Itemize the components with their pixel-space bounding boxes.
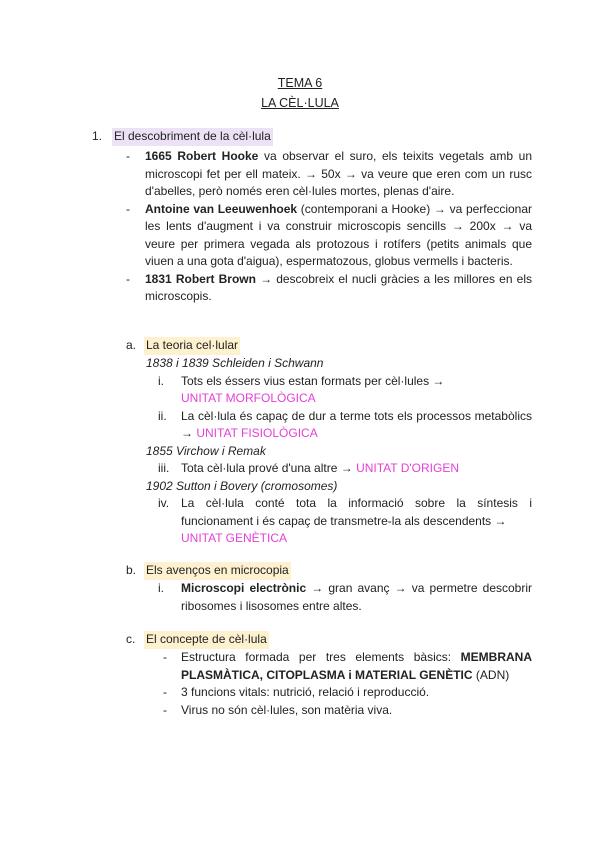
subsection-letter: a. bbox=[126, 338, 137, 352]
roman-item bbox=[92, 373, 532, 408]
item-text: → gran avanç → va permetre descobrir ribosomes i lisosomes entre altes. bbox=[181, 581, 533, 613]
dash-bullet: - bbox=[126, 201, 130, 216]
roman-numeral: i. bbox=[158, 581, 164, 595]
subsection-title: El concepte de cèl·lula bbox=[144, 631, 269, 649]
item-text: → descobreix el nucli gràcies a les millores en els microscopis. bbox=[145, 271, 532, 303]
subsection-c-heading bbox=[92, 631, 532, 649]
item-text: Estructura formada per tres elements bàsics: bbox=[181, 650, 461, 664]
bold-term: Microscopi electrònic bbox=[181, 581, 307, 595]
subsection-a-heading bbox=[92, 337, 532, 355]
list-item bbox=[92, 684, 532, 702]
subsection-title: La teoria cel·lular bbox=[144, 337, 240, 355]
item-text: 3 funcions vitals: nutrició, relació i reproducció. bbox=[181, 685, 430, 699]
roman-numeral: iv. bbox=[158, 496, 170, 510]
roman-item bbox=[92, 495, 532, 548]
roman-numeral: iii. bbox=[158, 461, 170, 475]
history-note: 1838 i 1839 Schleiden i Schwann bbox=[146, 356, 324, 370]
item-text: Tota cèl·lula prové d'una altre → bbox=[181, 461, 357, 475]
roman-item bbox=[92, 408, 532, 443]
subsection-a bbox=[92, 337, 532, 548]
highlight-term: UNITAT FISIOLÒGICA bbox=[196, 426, 318, 440]
list-item bbox=[92, 148, 532, 201]
roman-item bbox=[92, 580, 532, 615]
subsection-c bbox=[92, 631, 532, 719]
title-line-2: LA CÈL·LULA bbox=[261, 96, 339, 110]
dash-bullet: - bbox=[126, 271, 130, 286]
bold-term: MEMBRANA PLASMÀTICA, CITOPLASMA i MATERIAL GENÈTIC bbox=[181, 650, 532, 682]
list-item bbox=[92, 649, 532, 684]
subsection-letter: b. bbox=[126, 563, 137, 577]
list-item bbox=[92, 201, 532, 271]
roman-numeral: ii. bbox=[158, 408, 167, 423]
dash-bullet: - bbox=[163, 685, 167, 699]
item-text: va observar el suro, els teixits vegetals amb un microscopi fet per ell mateix. → 50x → va veure que eren com un rusc d'abelles, però només eren cèl·lules mortes, plenas d'aire. bbox=[145, 149, 532, 198]
bold-term: 1831 Robert Brown bbox=[145, 271, 256, 286]
history-note: 1902 Sutton i Bovery (cromosomes) bbox=[146, 478, 338, 493]
subsection-letter: c. bbox=[126, 632, 136, 646]
bold-term: Antoine van Leeuwenhoek bbox=[145, 201, 298, 216]
section-1 bbox=[92, 128, 532, 306]
dash-bullet: - bbox=[126, 149, 130, 163]
title-line-1: TEMA 6 bbox=[277, 76, 323, 90]
highlight-term: UNITAT GENÈTICA bbox=[181, 531, 288, 545]
bold-term: 1665 Robert Hooke bbox=[145, 149, 259, 163]
subsection-b bbox=[92, 562, 532, 615]
subsection-b-heading bbox=[92, 562, 532, 580]
item-text: La cèl·lula conté tota la informació sobre la síntesis i funcionament i és capaç de transmetre-la als descendents → bbox=[181, 496, 532, 528]
highlight-term: UNITAT D'ORIGEN bbox=[356, 461, 460, 475]
dash-bullet: - bbox=[163, 650, 167, 664]
item-text: La cèl·lula és capaç de dur a terme tots els processos metabòlics → bbox=[181, 408, 532, 440]
page-title bbox=[0, 73, 600, 113]
subsection-title: Els avenços en microcopia bbox=[144, 562, 291, 580]
item-text: (contemporani a Hooke) → va perfeccionar les lents d'augment i va construir microscopis sencills → 200x → va veure per primera vegada als protozous i rotífers (petits animals que viuen a una gota d'aigua), espermatozous, globus vermells i bacteris. bbox=[145, 201, 532, 268]
section-number: 1. bbox=[92, 129, 103, 143]
dash-bullet: - bbox=[163, 702, 167, 717]
list-item bbox=[92, 271, 532, 306]
item-text: Tots els éssers vius estan formats per cèl·lules → bbox=[181, 373, 445, 388]
section-title: El descobriment de la cèl·lula bbox=[112, 128, 273, 146]
history-note: 1855 Virchow i Remak bbox=[146, 443, 266, 458]
section-1-heading bbox=[92, 128, 532, 146]
highlight-term: UNITAT MORFOLÒGICA bbox=[181, 391, 316, 405]
list-item bbox=[92, 702, 532, 720]
roman-item bbox=[92, 460, 532, 478]
roman-numeral: i. bbox=[158, 373, 164, 388]
item-text: Virus no són cèl·lules, son matèria viva. bbox=[181, 702, 393, 717]
item-tail: (ADN) bbox=[472, 667, 510, 682]
